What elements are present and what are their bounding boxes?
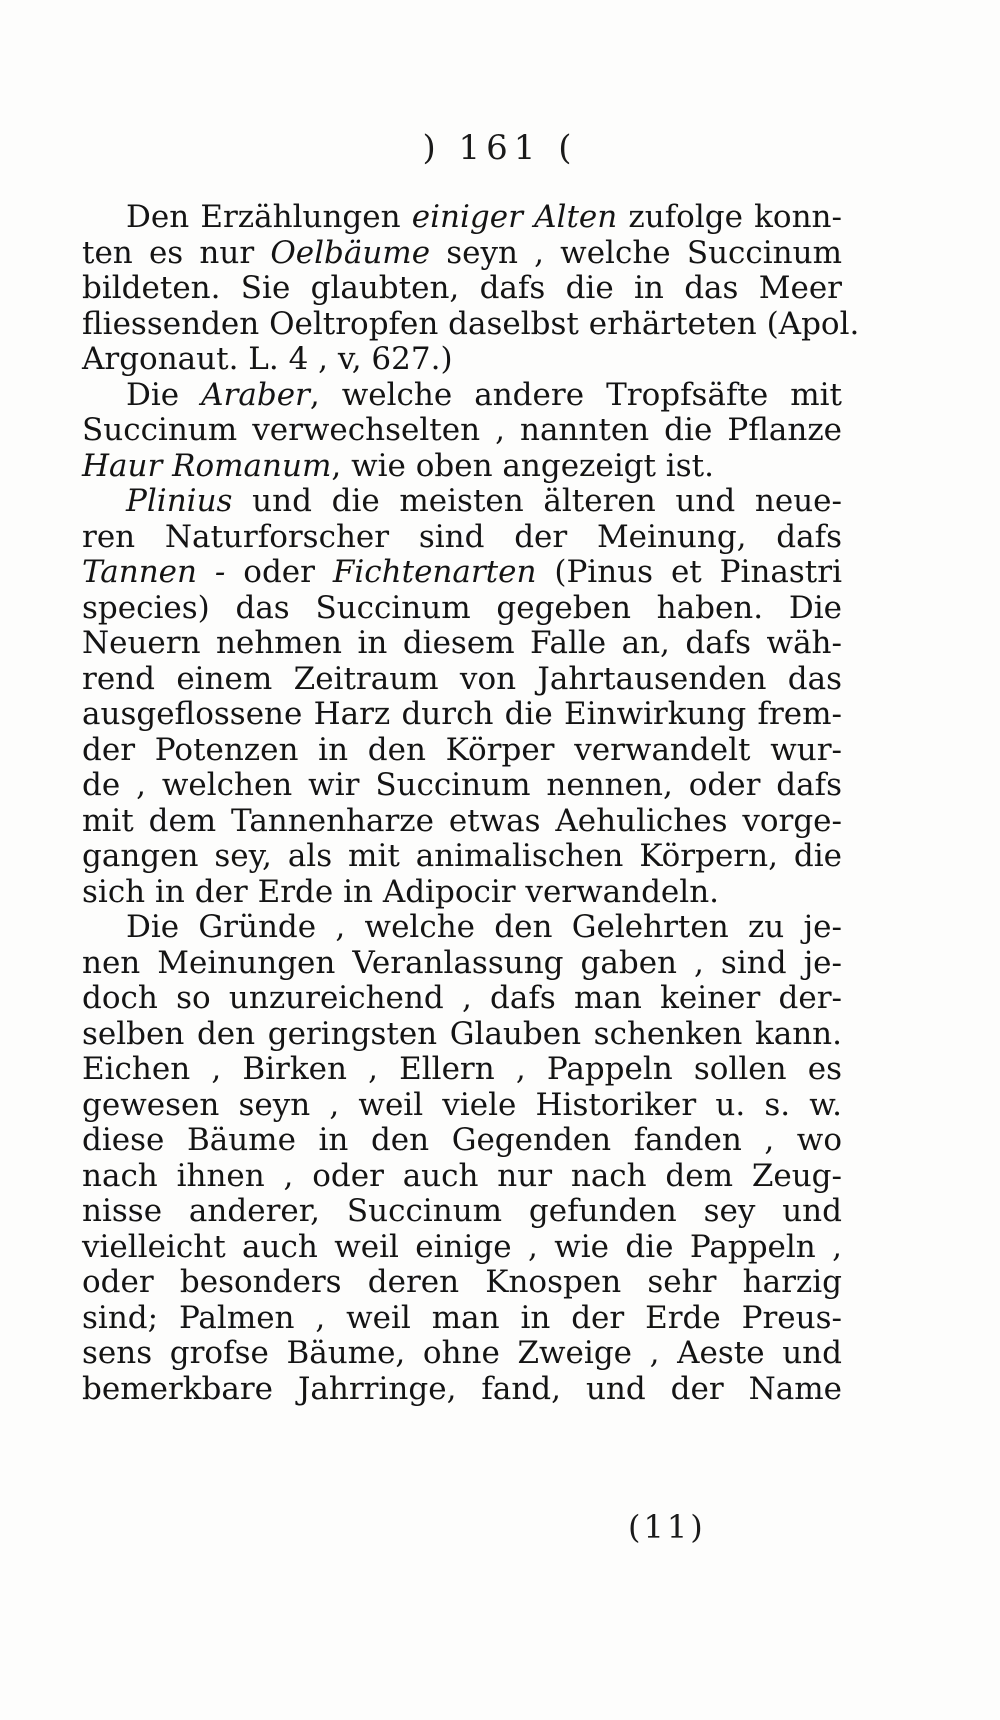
text-line	[82, 378, 842, 414]
text-run: Den Erzählungen	[126, 199, 412, 235]
text-run: sens grofse Bäume, ohne Zweige , Aeste und	[82, 1335, 842, 1371]
text-line	[82, 200, 842, 236]
text-line	[82, 1123, 842, 1159]
text-run: sich in der Erde in Adipocir verwandeln.	[82, 873, 720, 910]
text-line	[82, 1052, 842, 1088]
text-run: gangen sey, als mit animalischen Körpern, die	[82, 838, 842, 874]
text-run: Succinum verwechselten , nannten die Pflanze	[82, 412, 842, 448]
text-run: vielleicht auch weil einige , wie die Pappeln ,	[82, 1228, 842, 1265]
text-line	[82, 910, 842, 946]
text-run: oder	[243, 554, 333, 590]
text-run: Neuern nehmen in diesem Falle an, dafs wäh-	[82, 625, 842, 661]
running-head-page-number: ) 161 (	[422, 128, 578, 168]
text-run: seyn , welche Succinum	[430, 234, 842, 271]
text-run: , welche andere Tropfsäfte mit	[309, 376, 843, 413]
italic-phrase: Fichtenarten	[332, 554, 537, 590]
text-run: Die	[126, 376, 202, 413]
text-run: bemerkbare Jahrringe, fand, und der Name	[82, 1370, 842, 1407]
text-run: mit dem Tannenharze etwas Aehuliches vorge-	[82, 802, 842, 839]
text-run: Argonaut. L. 4 , v, 627.)	[82, 341, 453, 377]
text-line	[82, 804, 842, 840]
text-line	[82, 1088, 842, 1124]
text-run: ren Naturforscher sind der Meinung, dafs	[82, 518, 842, 555]
text-run: rend einem Zeitraum von Jahrtausenden das	[82, 660, 842, 697]
text-run: fliessenden Oeltropfen daselbst erhärteten (Apol.	[82, 305, 860, 342]
text-line	[82, 768, 842, 804]
text-line	[82, 839, 842, 875]
text-run: nen Meinungen Veranlassung gaben , sind je-	[82, 944, 842, 981]
text-run: de , welchen wir Succinum nennen, oder dafs	[82, 767, 842, 803]
text-line	[82, 484, 842, 520]
text-line	[82, 981, 842, 1017]
text-run: nisse anderer, Succinum gefunden sey und	[82, 1193, 842, 1229]
text-line	[82, 662, 842, 698]
text-run: doch so unzureichend , dafs man keiner der-	[82, 980, 842, 1016]
text-run: zufolge konn-	[617, 199, 843, 235]
body-text	[82, 199, 860, 1407]
text-run: gewesen seyn , weil viele Historiker u. s. w.	[82, 1086, 842, 1123]
text-run: ten es nur	[82, 234, 271, 271]
text-line	[82, 1301, 842, 1337]
text-line	[82, 413, 842, 449]
text-line	[82, 342, 842, 378]
italic-phrase: einiger Alten	[411, 199, 618, 235]
italic-phrase: Araber	[201, 376, 310, 413]
text-line	[82, 236, 842, 272]
text-run: oder besonders deren Knospen sehr harzig	[82, 1264, 842, 1300]
italic-phrase: Haur Romanum	[82, 447, 332, 484]
text-line	[82, 1230, 842, 1266]
italic-phrase: Plinius	[126, 483, 233, 519]
signature-mark: (11)	[628, 1508, 706, 1546]
text-run: (Pinus et Pinastri	[536, 554, 842, 590]
text-line	[82, 1159, 842, 1195]
text-line	[82, 271, 842, 307]
text-line	[82, 520, 842, 556]
text-run: der Potenzen in den Körper verwandelt wur-	[82, 731, 842, 768]
text-run: und die meisten älteren und neue-	[232, 483, 842, 519]
italic-phrase: Tannen -	[82, 554, 244, 590]
text-run: sind; Palmen , weil man in der Erde Preus-	[82, 1299, 842, 1336]
text-line	[82, 733, 842, 769]
text-run: nach ihnen , oder auch nur nach dem Zeug-	[82, 1157, 842, 1194]
text-line	[82, 626, 842, 662]
text-run: selben den geringsten Glauben schenken kann.	[82, 1015, 842, 1052]
italic-phrase: Oelbäume	[270, 234, 431, 271]
text-run: diese Bäume in den Gegenden fanden , wo	[82, 1122, 842, 1158]
text-line	[82, 697, 842, 733]
text-line	[82, 305, 860, 343]
text-line	[82, 449, 842, 485]
text-run: Die Gründe , welche den Gelehrten zu je-	[126, 909, 842, 945]
text-line	[82, 1194, 842, 1230]
text-line	[82, 1265, 842, 1301]
text-run: bildeten. Sie glaubten, dafs die in das Meer	[82, 270, 842, 306]
text-run: species) das Succinum gegeben haben. Die	[82, 589, 842, 626]
text-line	[82, 1017, 842, 1053]
text-line	[82, 1372, 842, 1408]
text-run: , wie oben angezeigt ist.	[331, 447, 714, 484]
text-line	[82, 875, 842, 911]
text-line	[82, 591, 842, 627]
text-run: ausgeflossene Harz durch die Einwirkung frem-	[82, 696, 842, 732]
text-line	[82, 946, 842, 982]
text-line	[82, 555, 842, 591]
text-line	[82, 1336, 842, 1372]
text-run: Eichen , Birken , Ellern , Pappeln sollen es	[82, 1051, 842, 1087]
